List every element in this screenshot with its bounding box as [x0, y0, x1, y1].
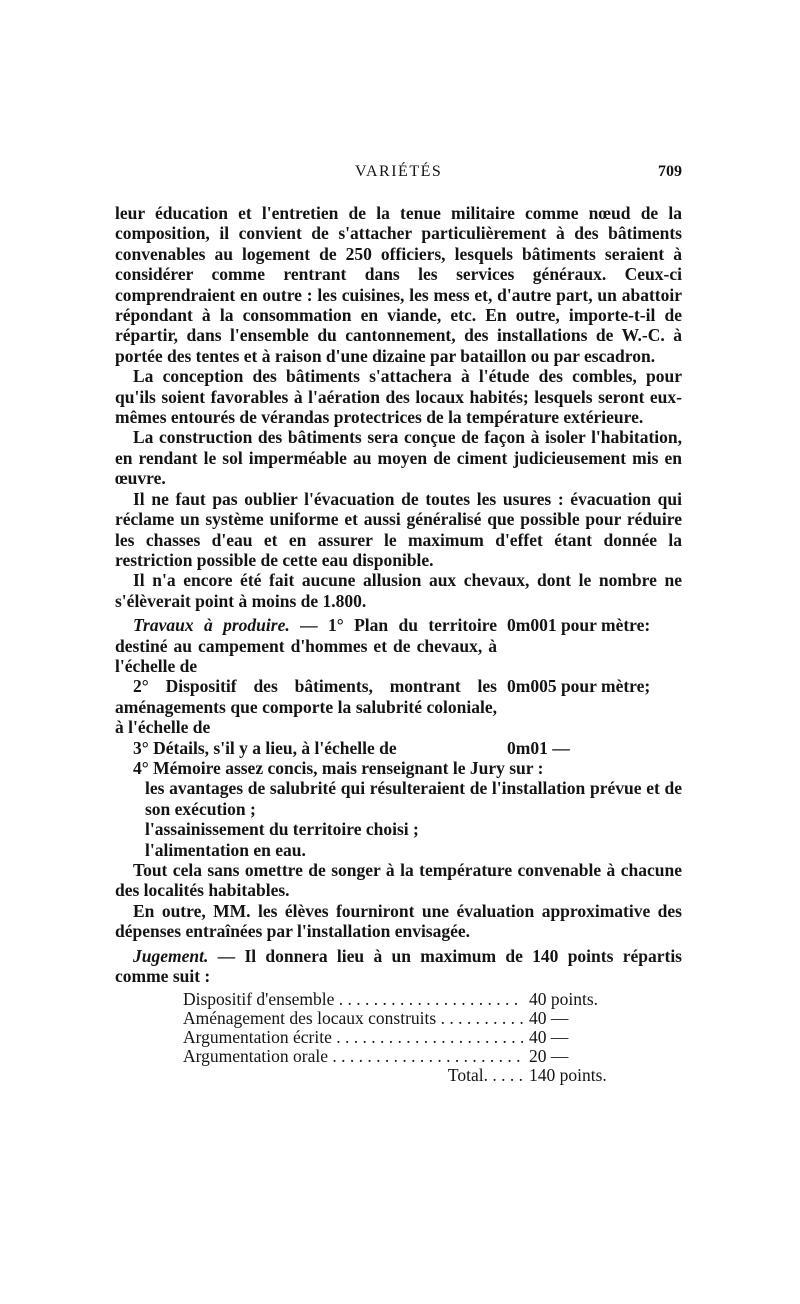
- body-text: [115, 203, 682, 1085]
- score-points: 40 points.: [529, 989, 599, 1010]
- jugement-text: — Il donnera lieu à un maximum de 140 points répartis comme suit :: [115, 945, 682, 987]
- travaux-item-3-scale: 0m01 —: [507, 737, 570, 758]
- score-label: Aménagement des locaux construits . . .: [183, 1009, 523, 1028]
- jugement-paragraph: [115, 946, 682, 987]
- travaux-item-1-scale: 0m001 pour mètre:: [507, 615, 651, 636]
- paragraph: leur éducation et l'entretien de la tenue militaire comme nœud de la composition, il convient de s'attacher particulièrement à des bâtiments convenables au logement de 250 officiers, lesquels bâtiments seraient à considérer comme rentrant dans les services généraux. Ceux-ci comprendraient en outre : les cuisines, les mess et, d'autre part, un abattoir répondant à la consommation en viande, etc. En outre, importe-t-il de répartir, dans l'ensemble du cantonnement, des installations de W.-C. à portée des tentes et à raison d'une dizaine par bataillon ou par escadron.: [115, 203, 682, 366]
- paragraph: Il ne faut pas oublier l'évacuation de toutes les usures : évacuation qui réclame un système uniforme et aussi généralisé que possible pour réduire les chasses d'eau et en assurer le maximum d'effet étant donnée la restriction possible de cette eau disponible.: [115, 488, 682, 570]
- score-row: [183, 1028, 613, 1047]
- score-total-label: Total . . .: [183, 1066, 523, 1085]
- score-label: Argumentation orale . . .: [183, 1047, 523, 1066]
- paragraph: Tout cela sans omettre de songer à la température convenable à chacune des localités habitables.: [115, 860, 682, 901]
- running-title: VARIÉTÉS: [355, 163, 443, 180]
- score-points: 20 —: [529, 1046, 569, 1067]
- travaux-section: [115, 615, 682, 860]
- page-number: 709: [658, 163, 682, 180]
- score-label: Dispositif d'ensemble . . .: [183, 990, 523, 1009]
- travaux-item-4-sub: l'alimentation en eau.: [145, 839, 306, 860]
- travaux-item-1: [115, 615, 682, 676]
- paragraph: La construction des bâtiments sera conçue de façon à isoler l'habitation, en rendant le sol imperméable au moyen de ciment judicieusement mis en œuvre.: [115, 427, 682, 489]
- score-table: [183, 990, 613, 1085]
- score-points: 40 —: [529, 1008, 569, 1029]
- score-row: [183, 1047, 613, 1066]
- travaux-item-4-sub: l'assainissement du territoire choisi ;: [145, 819, 419, 840]
- travaux-item-1-text: — 1° Plan du territoire destiné au campement d'hommes et de chevaux, à l'échelle de: [115, 615, 497, 676]
- travaux-item-2: [115, 676, 682, 737]
- travaux-item-3: [115, 738, 682, 758]
- page-header: [115, 163, 682, 187]
- paragraph: Il n'a encore été fait aucune allusion aux chevaux, dont le nombre ne s'élèverait point à moins de 1.800.: [115, 570, 682, 611]
- travaux-item-2-text: 2° Dispositif des bâtiments, montrant les aménagements que comporte la salubrité coloniale, à l'échelle de: [115, 676, 497, 738]
- travaux-item-4-text: 4° Mémoire assez concis, mais renseignant le Jury sur :: [133, 757, 544, 778]
- travaux-item-3-text: 3° Détails, s'il y a lieu, à l'échelle de: [133, 737, 397, 758]
- score-row: [183, 990, 613, 1009]
- score-row: [183, 1009, 613, 1028]
- paragraph: En outre, MM. les élèves fourniront une évaluation approximative des dépenses entraînées par l'installation envisagée.: [115, 900, 682, 942]
- score-label: Argumentation écrite . . .: [183, 1028, 523, 1047]
- paragraph: La conception des bâtiments s'attachera à l'étude des combles, pour qu'ils soient favorables à l'aération des locaux habités; lesquels seront eux-mêmes entourés de vérandas protectrices de la température extérieure.: [115, 366, 682, 428]
- travaux-heading: Travaux à produire.: [133, 615, 290, 636]
- travaux-item-4-sub: les avantages de salubrité qui résulteraient de l'installation prévue et de son exécution ;: [145, 778, 682, 819]
- score-points: 40 —: [529, 1027, 569, 1048]
- score-total-row: [183, 1066, 613, 1085]
- score-total-points: 140 points.: [529, 1065, 607, 1086]
- jugement-heading: Jugement.: [133, 945, 209, 966]
- travaux-item-2-scale: 0m005 pour mètre;: [507, 676, 651, 697]
